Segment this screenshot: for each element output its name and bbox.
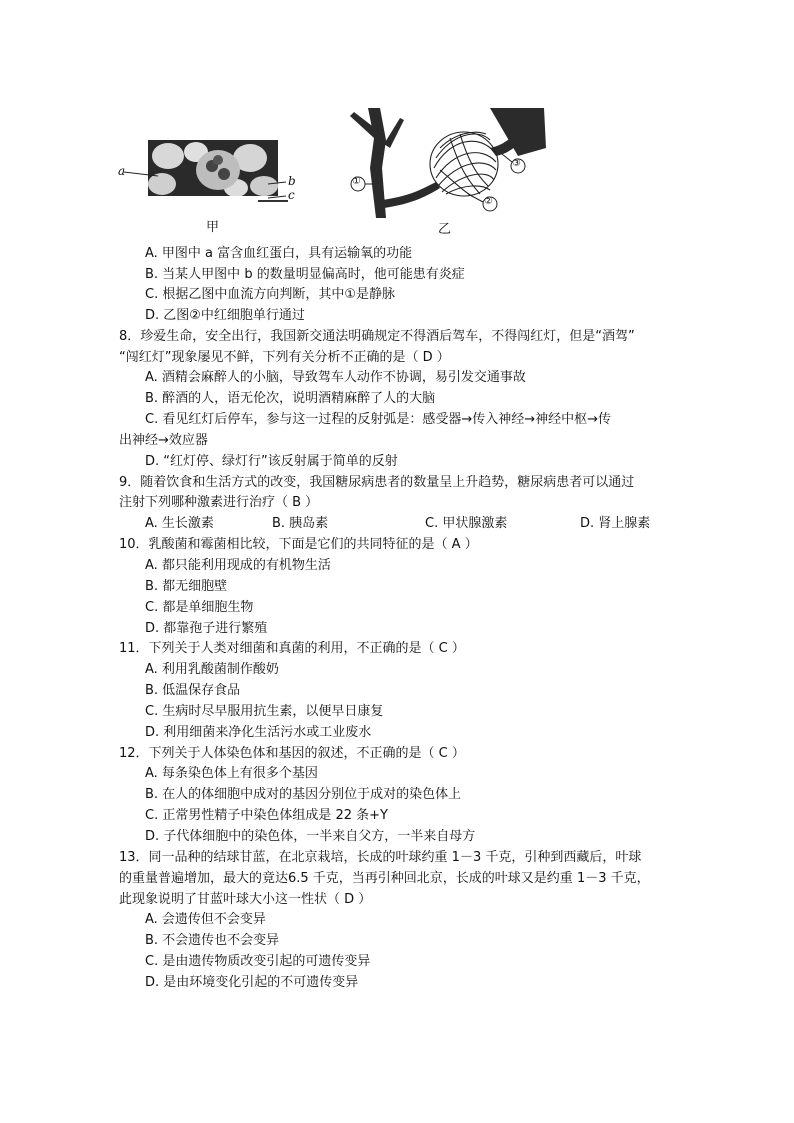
q12-option-a: A. 每条染色体上有很多个基因 [145,766,318,781]
q9-stem-line1: 9．随着饮食和生活方式的改变，我国糖尿病患者的数量呈上升趋势，糖尿病患者可以通过 [119,475,635,490]
label-b: b [288,174,296,188]
label-a: a [118,164,126,178]
q9-option-c: C. 甲状腺激素 [425,516,508,531]
q12-option-b: B. 在人的体细胞中成对的基因分别位于成对的染色体上 [145,787,462,802]
q8-option-b: B. 醉酒的人，语无伦次，说明酒精麻醉了人的大脑 [145,391,436,406]
q7-option-d: D. 乙图②中红细胞单行通过 [145,308,305,323]
q11-option-b: B. 低温保存食品 [145,683,241,698]
q10-option-c: C. 都是单细胞生物 [145,600,254,615]
q12-stem: 12．下列关于人体染色体和基因的叙述，不正确的是（ C ） [119,746,465,761]
label-one: ① [352,176,361,187]
q9-option-b: B. 胰岛素 [272,516,329,531]
q10-stem: 10．乳酸菌和霉菌相比较，下面是它们的共同特征的是（ A ） [119,537,478,552]
label-two: ② [484,196,493,207]
q13-option-a: A. 会遗传但不会变异 [145,912,266,927]
q12-option-c: C. 正常男性精子中染色体组成是 22 条+Y [145,808,388,823]
q8-option-c-line1: C. 看见红灯后停车，参与这一过程的反射弧是：感受器→传入神经→神经中枢→传 [145,412,612,427]
q11-option-a: A. 利用乳酸菌制作酸奶 [145,662,279,677]
figure-jia-caption: 甲 [206,220,220,235]
label-three: ③ [512,158,521,169]
q13-option-d: D. 是由环境变化引起的不可遗传变异 [145,975,359,990]
q10-option-d: D. 都靠孢子进行繁殖 [145,621,268,636]
q7-option-c: C. 根据乙图中血流方向判断，其中①是静脉 [145,287,395,302]
q13-option-c: C. 是由遗传物质改变引起的可遗传变异 [145,954,371,969]
figure-yi [340,108,550,238]
q10-option-a: A. 都只能利用现成的有机物生活 [145,558,331,573]
q10-option-b: B. 都无细胞壁 [145,579,228,594]
figure-jia [118,136,296,236]
q7-option-b: B. 当某人甲图中 b 的数量明显偏高时，他可能患有炎症 [145,267,465,282]
q8-option-d: D. “红灯停、绿灯行”该反射属于简单的反射 [145,454,398,469]
blood-smear-image [118,136,288,206]
q12-option-d: D. 子代体细胞中的染色体，一半来自父方，一半来自母方 [145,829,476,844]
q8-stem-line2: “闯红灯”现象屡见不鲜，下列有关分析不正确的是（ D ） [119,350,450,365]
q8-option-a: A. 酒精会麻醉人的小脑，导致驾车人动作不协调，易引发交通事故 [145,370,526,385]
q13-stem-line2: 的重量普遍增加，最大的竟达6.5 千克，当再引种回北京，长成的叶球又是约重 1－3 千克， [119,871,650,886]
q8-stem-line1: 8．珍爱生命，安全出行，我国新交通法明确规定不得酒后驾车，不得闯红灯，但是“酒驾” [119,329,635,344]
q11-stem: 11．下列关于人类对细菌和真菌的利用，不正确的是（ C ） [119,641,465,656]
label-c: c [288,188,295,202]
q9-stem-line2: 注射下列哪种激素进行治疗（ B ） [119,495,319,510]
q9-option-a: A. 生长激素 [145,516,214,531]
q11-option-d: D. 利用细菌来净化生活污水或工业废水 [145,725,372,740]
q13-option-b: B. 不会遗传也不会变异 [145,933,280,948]
figure-yi-caption: 乙 [438,222,452,237]
q13-stem-line3: 此现象说明了甘蓝叶球大小这一性状（ D ） [119,892,372,907]
q8-option-c-line2: 出神经→效应器 [119,433,208,448]
q13-stem-line1: 13．同一品种的结球甘蓝，在北京栽培，长成的叶球约重 1－3 千克，引种到西藏后，叶球 [119,850,642,865]
q11-option-c: C. 生病时尽早服用抗生素，以便早日康复 [145,704,384,719]
q9-option-d: D. 肾上腺素 [580,516,651,531]
q7-option-a: A. 甲图中 a 富含血红蛋白，具有运输氧的功能 [145,246,413,261]
